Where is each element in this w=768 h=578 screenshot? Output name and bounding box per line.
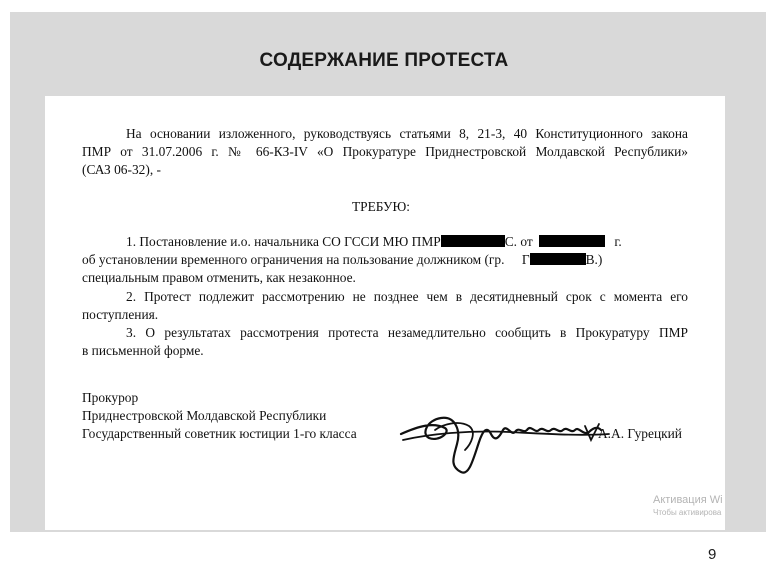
scanned-document [45,96,725,530]
watermark-line-1: Активация Wi [653,494,723,506]
item-1-line-1 [126,233,688,251]
signer-role-1: Прокурор [82,390,139,405]
windows-activation-watermark [653,493,723,519]
signature-block [82,389,357,443]
watermark-line-2: Чтобы активирова [653,508,722,517]
item-1-text-c: г. [614,234,622,249]
item-1-line-2-text-b: Г [521,252,530,267]
signer-role-3: Государственный советник юстиции 1-го класса [82,426,357,441]
item-1-line-2 [82,251,688,269]
signer-name: А.А. Гурецкий [598,426,682,441]
redaction-block [539,235,605,247]
page-number: 9 [708,546,717,563]
slide-title: СОДЕРЖАНИЕ ПРОТЕСТА [259,50,509,71]
redaction-block [441,235,505,247]
item-3-line-1: 3. О результатах рассмотрения протеста незамедлительно сообщить в Прокуратуру ПМР [126,325,688,340]
intro-line-1: На основании изложенного, руководствуясь статьями 8, 21-3, 40 Конституционного закона [126,126,688,141]
intro-line-2: ПМР от 31.07.2006 г. № 66-КЗ-IV «О Прокуратуре Приднестровской Молдавской Республики» [82,144,688,159]
item-1-line-2-text-c: В.) [585,252,603,267]
item-1-line-3: специальным правом отменить, как незаконное. [82,270,356,285]
redaction-block [530,253,586,265]
item-1-line-2-text-a: об установлении временного ограничения на пользование должником (гр. [82,252,505,267]
item-2-line-1: 2. Протест подлежит рассмотрению не позднее чем в десятидневный срок с момента его [126,289,688,304]
item-2-line-2: поступления. [82,307,159,322]
signer-role-2: Приднестровской Молдавской Республики [82,408,327,423]
intro-line-3: (САЗ 06-32), - [82,162,161,177]
demand-heading: ТРЕБУЮ: [352,199,410,214]
item-1-text-b: С. от [504,234,533,249]
item-1-text-a: 1. Постановление и.о. начальника СО ГССИ МЮ ПМР [126,234,441,249]
item-3-line-2: в письменной форме. [82,343,204,358]
